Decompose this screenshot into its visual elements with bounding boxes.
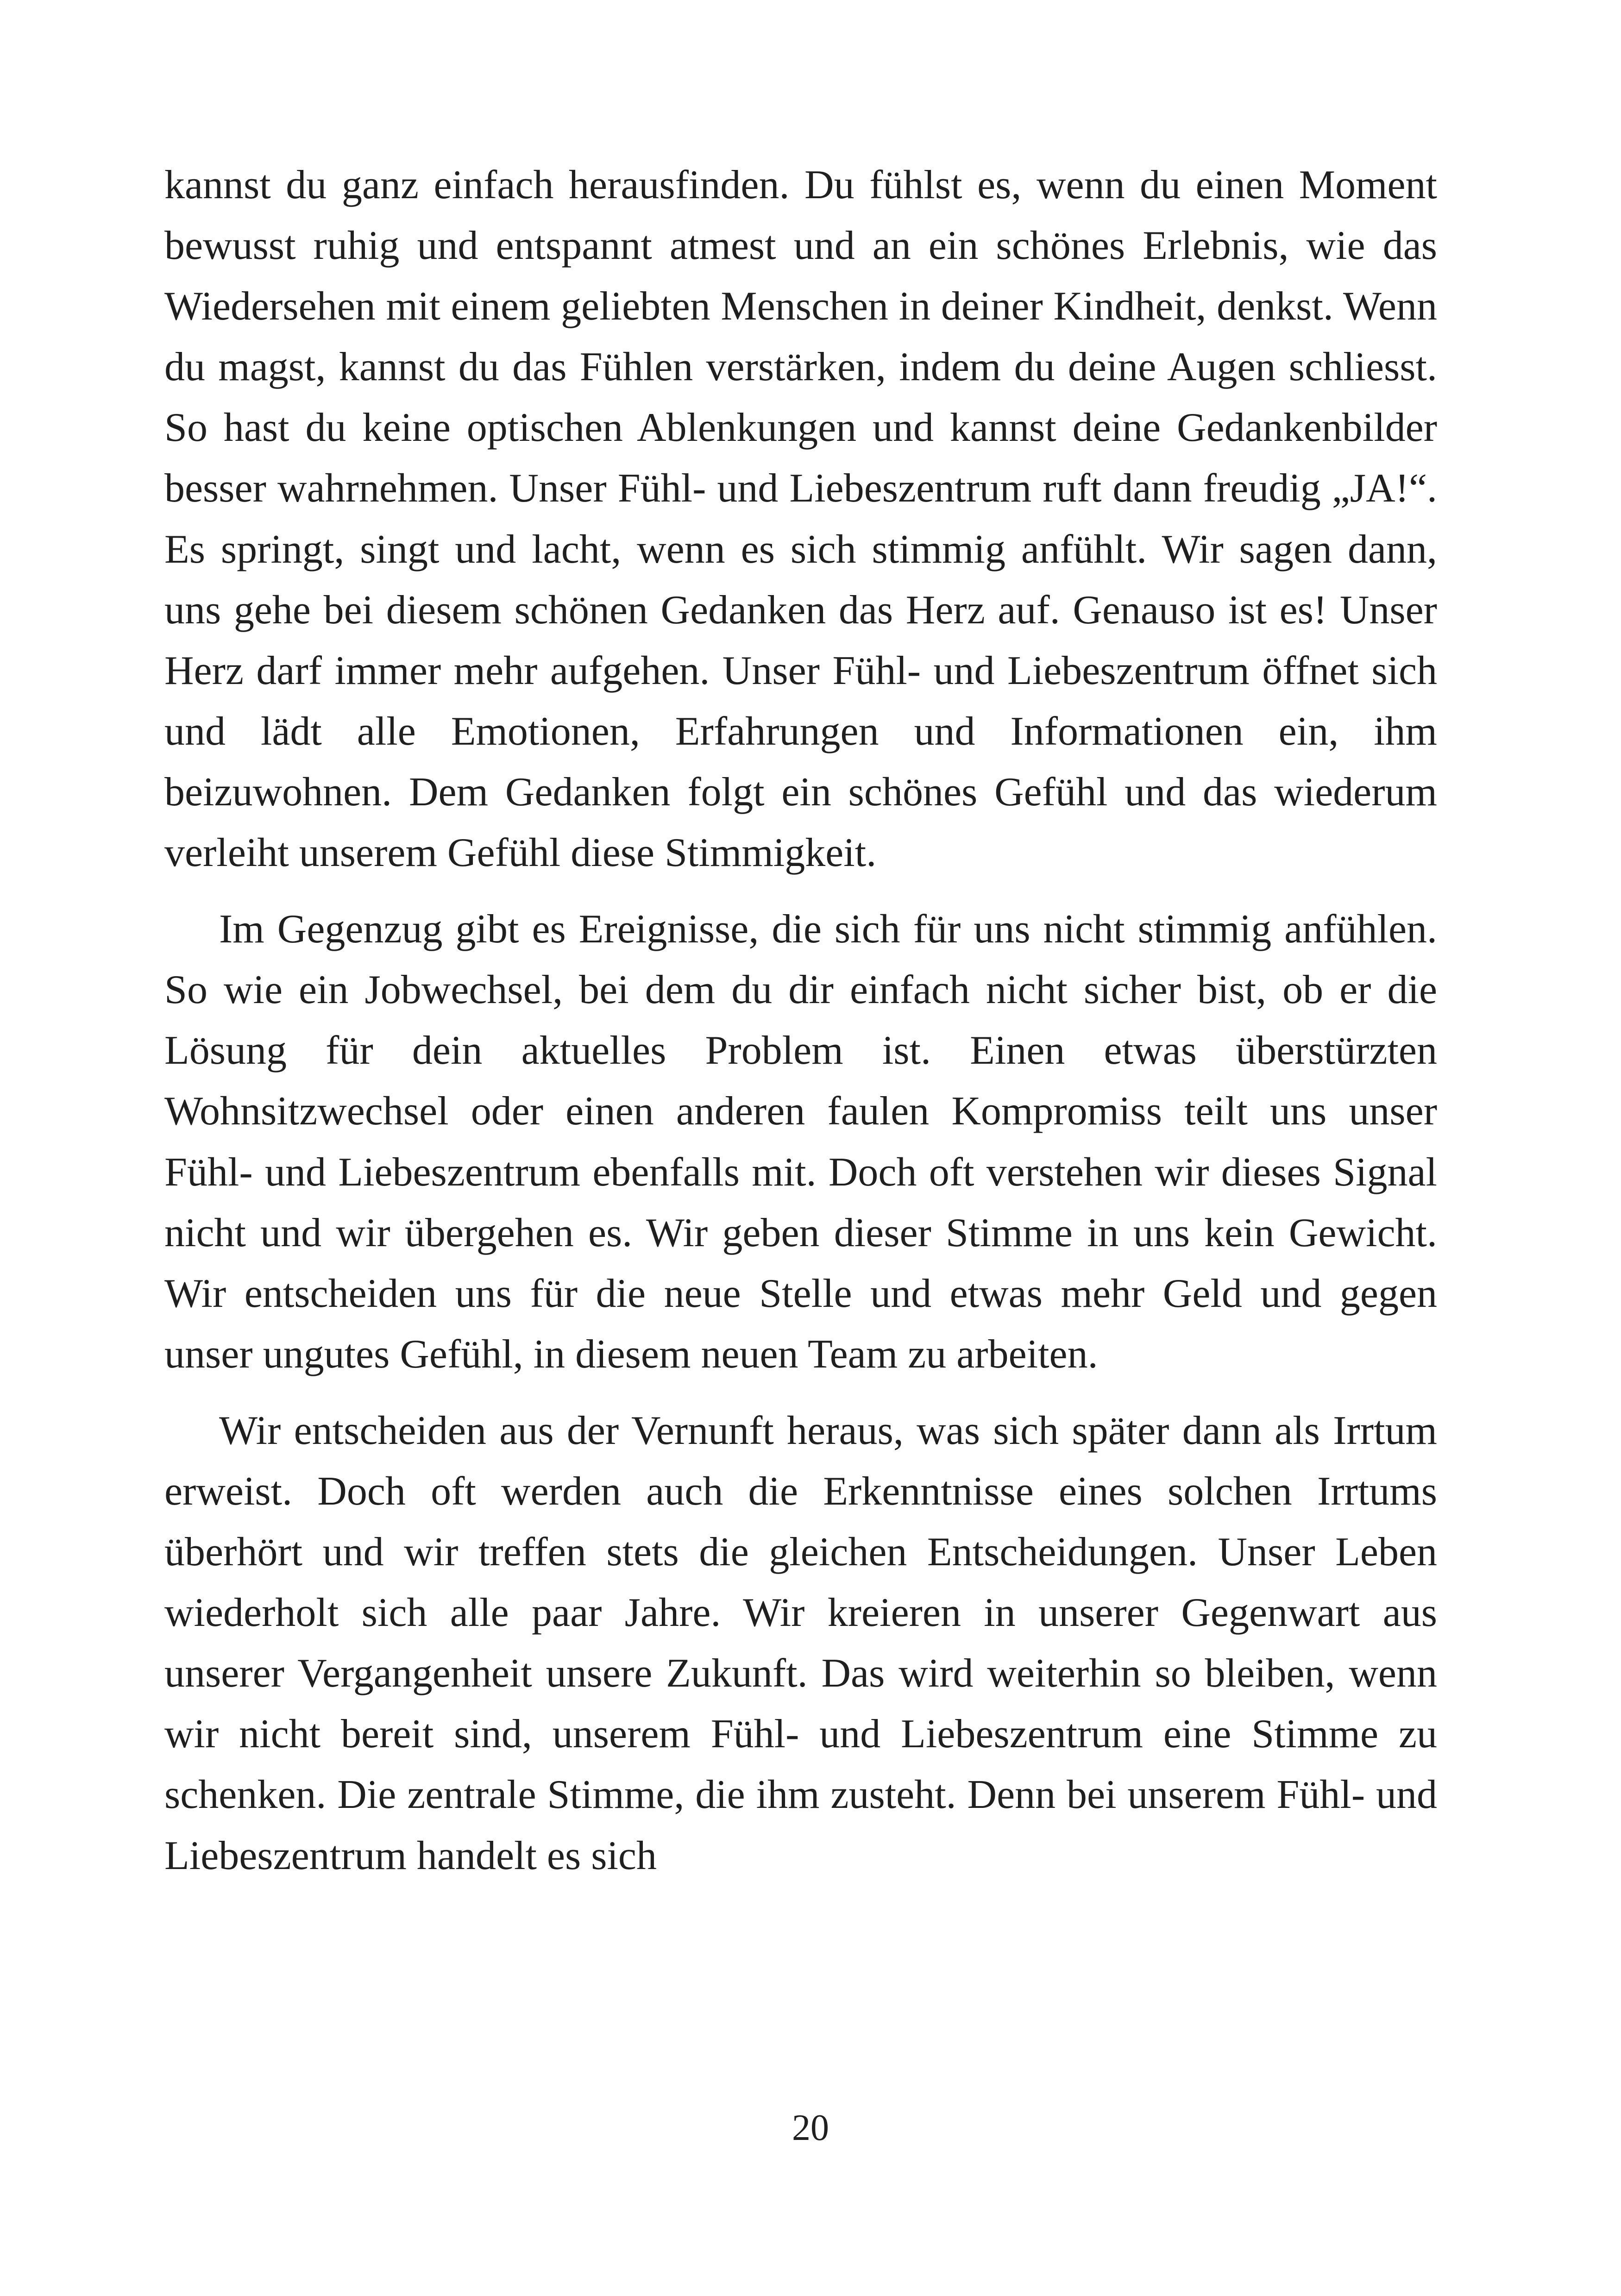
body-text — [164, 155, 1437, 1886]
paragraph-1: kannst du ganz einfach herausfinden. Du fühlst es, wenn du einen Moment bewusst ruhig und entspannt atmest und an ein schönes Erlebnis, wie das Wiedersehen mit einem geliebten Menschen in deiner Kindheit, denkst. Wenn du magst, kannst du das Fühlen verstärken, indem du deine Augen schliesst. So hast du keine optischen Ablenkungen und kannst deine Gedankenbilder besser wahrnehmen. Unser Fühl- und Liebeszentrum ruft dann freudig „JA!“. Es springt, singt und lacht, wenn es sich stimmig anfühlt. Wir sagen dann, uns gehe bei diesem schönen Gedanken das Herz auf. Genauso ist es! Unser Herz darf immer mehr aufgehen. Unser Fühl- und Liebeszentrum öffnet sich und lädt alle Emotionen, Erfahrungen und Informationen ein, ihm beizuwohnen. Dem Gedanken folgt ein schönes Gefühl und das wiederum verleiht unserem Gefühl diese Stimmigkeit. — [164, 163, 1437, 876]
paragraph-3: Wir entscheiden aus der Vernunft heraus, was sich später dann als Irrtum erweist. Doch oft werden auch die Erkenntnisse eines solchen Irrtums überhört und wir treffen stets die gleichen Entscheidungen. Unser Leben wiederholt sich alle paar Jahre. Wir kreieren in unserer Gegenwart aus unserer Vergangenheit unsere Zukunft. Das wird weiterhin so bleiben, wenn wir nicht bereit sind, unserem Fühl- und Liebeszentrum eine Stimme zu schenken. Die zentrale Stimme, die ihm zusteht. Denn bei unserem Fühl- und Liebeszentrum handelt es sich — [164, 1408, 1437, 1878]
page-number: 20 — [792, 2108, 829, 2148]
paragraph-2: Im Gegenzug gibt es Ereignisse, die sich für uns nicht stimmig anfühlen. So wie ein Jobwechsel, bei dem du dir einfach nicht sicher bist, ob er die Lösung für dein aktuelles Problem ist. Einen etwas überstürzten Wohnsitzwechsel oder einen anderen faulen Kompromiss teilt uns unser Fühl- und Liebeszentrum ebenfalls mit. Doch oft verstehen wir dieses Signal nicht und wir übergehen es. Wir geben dieser Stimme in uns kein Gewicht. Wir entscheiden uns für die neue Stelle und etwas mehr Geld und gegen unser ungutes Gefühl, in diesem neuen Team zu arbeiten. — [164, 907, 1437, 1377]
